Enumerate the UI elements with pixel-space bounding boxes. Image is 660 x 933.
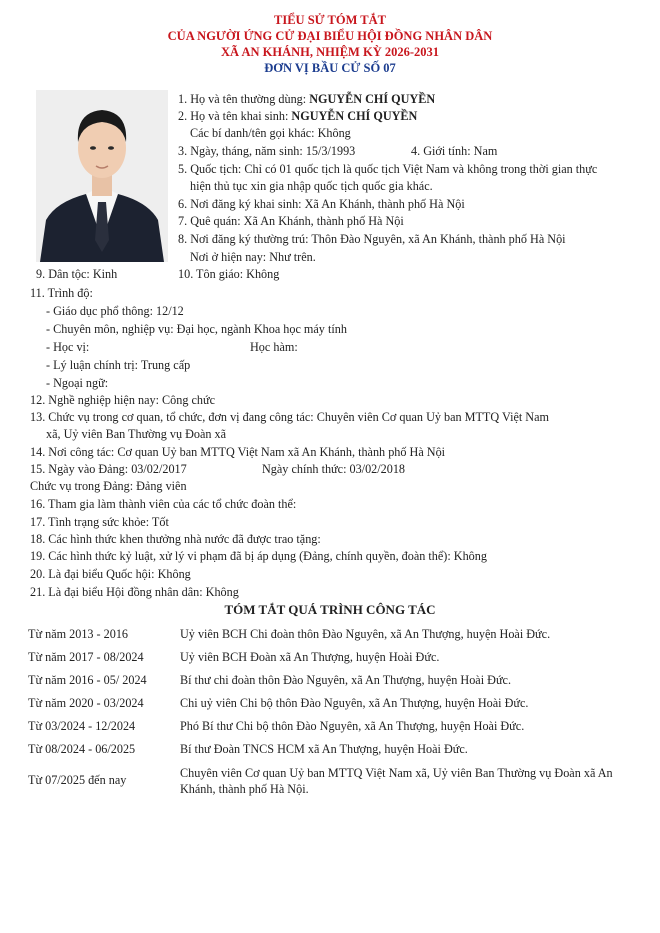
work-description: Chuyên viên Cơ quan Uỷ ban MTTQ Việt Nam xã, Uỷ viên Ban Thường vụ Đoàn xã An Khánh, thành phố Hà Nội. (180, 766, 613, 796)
field-general-education: - Giáo dục phổ thông: 12/12 (46, 304, 184, 318)
field-position-cont: xã, Uỷ viên Ban Thường vụ Đoàn xã (46, 427, 227, 441)
candidate-birth-name: NGUYỄN CHÍ QUYỀN (291, 109, 418, 123)
field-position: 13. Chức vụ trong cơ quan, tổ chức, đơn vị đang công tác: Chuyên viên Cơ quan Uỷ ban MTTQ Việt Nam (30, 410, 549, 424)
field-common-name (178, 91, 435, 107)
candidate-name: NGUYỄN CHÍ QUYỀN (309, 92, 436, 106)
work-description: Uỷ viên BCH Chi đoàn thôn Đào Nguyên, xã An Thượng, huyện Hoài Đức. (180, 627, 551, 641)
field-people-council: 21. Là đại biểu Hội đồng nhân dân: Không (30, 585, 239, 599)
work-description: Bí thư Đoàn TNCS HCM xã An Thượng, huyện Hoài Đức. (180, 742, 468, 756)
field-political-theory: - Lý luận chính trị: Trung cấp (46, 358, 191, 372)
field-national-assembly: 20. Là đại biểu Quốc hội: Không (30, 567, 191, 581)
field-education: 11. Trình độ: (30, 286, 93, 300)
field-birth-registration: 6. Nơi đăng ký khai sinh: Xã An Khánh, thành phố Hà Nội (178, 197, 465, 211)
doc-term: XÃ AN KHÁNH, NHIỆM KỲ 2026-2031 (220, 45, 440, 59)
field-occupation: 12. Nghề nghiệp hiện nay: Công chức (30, 393, 215, 407)
work-period: Từ 08/2024 - 06/2025 (28, 742, 136, 756)
work-period: Từ năm 2020 - 03/2024 (28, 696, 144, 710)
doc-subtitle: CỦA NGƯỜI ỨNG CỬ ĐẠI BIỂU HỘI ĐỒNG NHÂN DÂN (167, 29, 493, 43)
work-description: Phó Bí thư Chi bộ thôn Đào Nguyên, xã An Thượng, huyện Hoài Đức. (180, 719, 525, 733)
field-birth-name (178, 108, 417, 124)
field-discipline: 19. Các hình thức kỷ luật, xử lý vi phạm đã bị áp dụng (Đảng, chính quyền, đoàn thể): Không (30, 549, 487, 563)
work-description: Uỷ viên BCH Đoàn xã An Thượng, huyện Hoài Đức. (180, 650, 440, 664)
field-aliases: Các bí danh/tên gọi khác: Không (190, 126, 351, 140)
field-foreign-language: - Ngoại ngữ: (46, 376, 109, 390)
field-organizations: 16. Tham gia làm thành viên của các tổ chức đoàn thể: (30, 497, 297, 511)
field-permanent-residence: 8. Nơi đăng ký thường trú: Thôn Đào Nguyên, xã An Khánh, thành phố Hà Nội (178, 232, 566, 246)
field-hometown: 7. Quê quán: Xã An Khánh, thành phố Hà Nội (178, 214, 404, 228)
field-party-join-date: 15. Ngày vào Đảng: 03/02/2017 (30, 462, 187, 476)
work-description: Chi uỷ viên Chi bộ thôn Đào Nguyên, xã An Thượng, huyện Hoài Đức. (180, 696, 529, 710)
field-awards: 18. Các hình thức khen thưởng nhà nước đã được trao tặng: (30, 532, 321, 546)
field-party-official-date: Ngày chính thức: 03/02/2018 (262, 462, 406, 476)
field-label: 1. Họ và tên thường dùng: (178, 92, 310, 106)
field-academic-title: Học hàm: (250, 340, 298, 354)
work-period: Từ năm 2013 - 2016 (28, 627, 129, 641)
field-birth-date: 3. Ngày, tháng, năm sinh: 15/3/1993 (178, 144, 356, 158)
work-description: Bí thư chi đoàn thôn Đào Nguyên, xã An Thượng, huyện Hoài Đức. (180, 673, 512, 687)
field-nationality-cont: hiện thủ tục xin gia nhập quốc tịch quốc gia khác. (190, 179, 433, 193)
field-workplace: 14. Nơi công tác: Cơ quan Uỷ ban MTTQ Việt Nam xã An Khánh, thành phố Hà Nội (30, 445, 446, 459)
electoral-unit: ĐƠN VỊ BẦU CỬ SỐ 07 (264, 61, 396, 75)
work-period: Từ năm 2017 - 08/2024 (28, 650, 144, 664)
portrait-photo-icon (36, 90, 168, 262)
work-history-title: TÓM TẮT QUÁ TRÌNH CÔNG TÁC (224, 602, 436, 617)
field-ethnicity: 9. Dân tộc: Kinh (36, 267, 118, 281)
field-academic-degree: - Học vị: (46, 340, 90, 354)
work-period: Từ 07/2025 đến nay (28, 773, 127, 787)
field-religion: 10. Tôn giáo: Không (178, 267, 280, 281)
field-nationality: 5. Quốc tịch: Chỉ có 01 quốc tịch là quốc tịch Việt Nam và không trong thời gian thực (178, 162, 598, 176)
field-label: 2. Họ và tên khai sinh: (178, 109, 292, 123)
doc-title: TIỂU SỬ TÓM TẮT (274, 13, 386, 27)
field-specialty: - Chuyên môn, nghiệp vụ: Đại học, ngành Khoa học máy tính (46, 322, 347, 336)
field-current-residence: Nơi ở hiện nay: Như trên. (190, 250, 316, 264)
work-period: Từ 03/2024 - 12/2024 (28, 719, 136, 733)
field-health: 17. Tình trạng sức khỏe: Tốt (30, 515, 169, 529)
work-period: Từ năm 2016 - 05/ 2024 (28, 673, 147, 687)
field-gender: 4. Giới tính: Nam (411, 144, 498, 158)
field-party-position: Chức vụ trong Đảng: Đảng viên (30, 479, 187, 493)
